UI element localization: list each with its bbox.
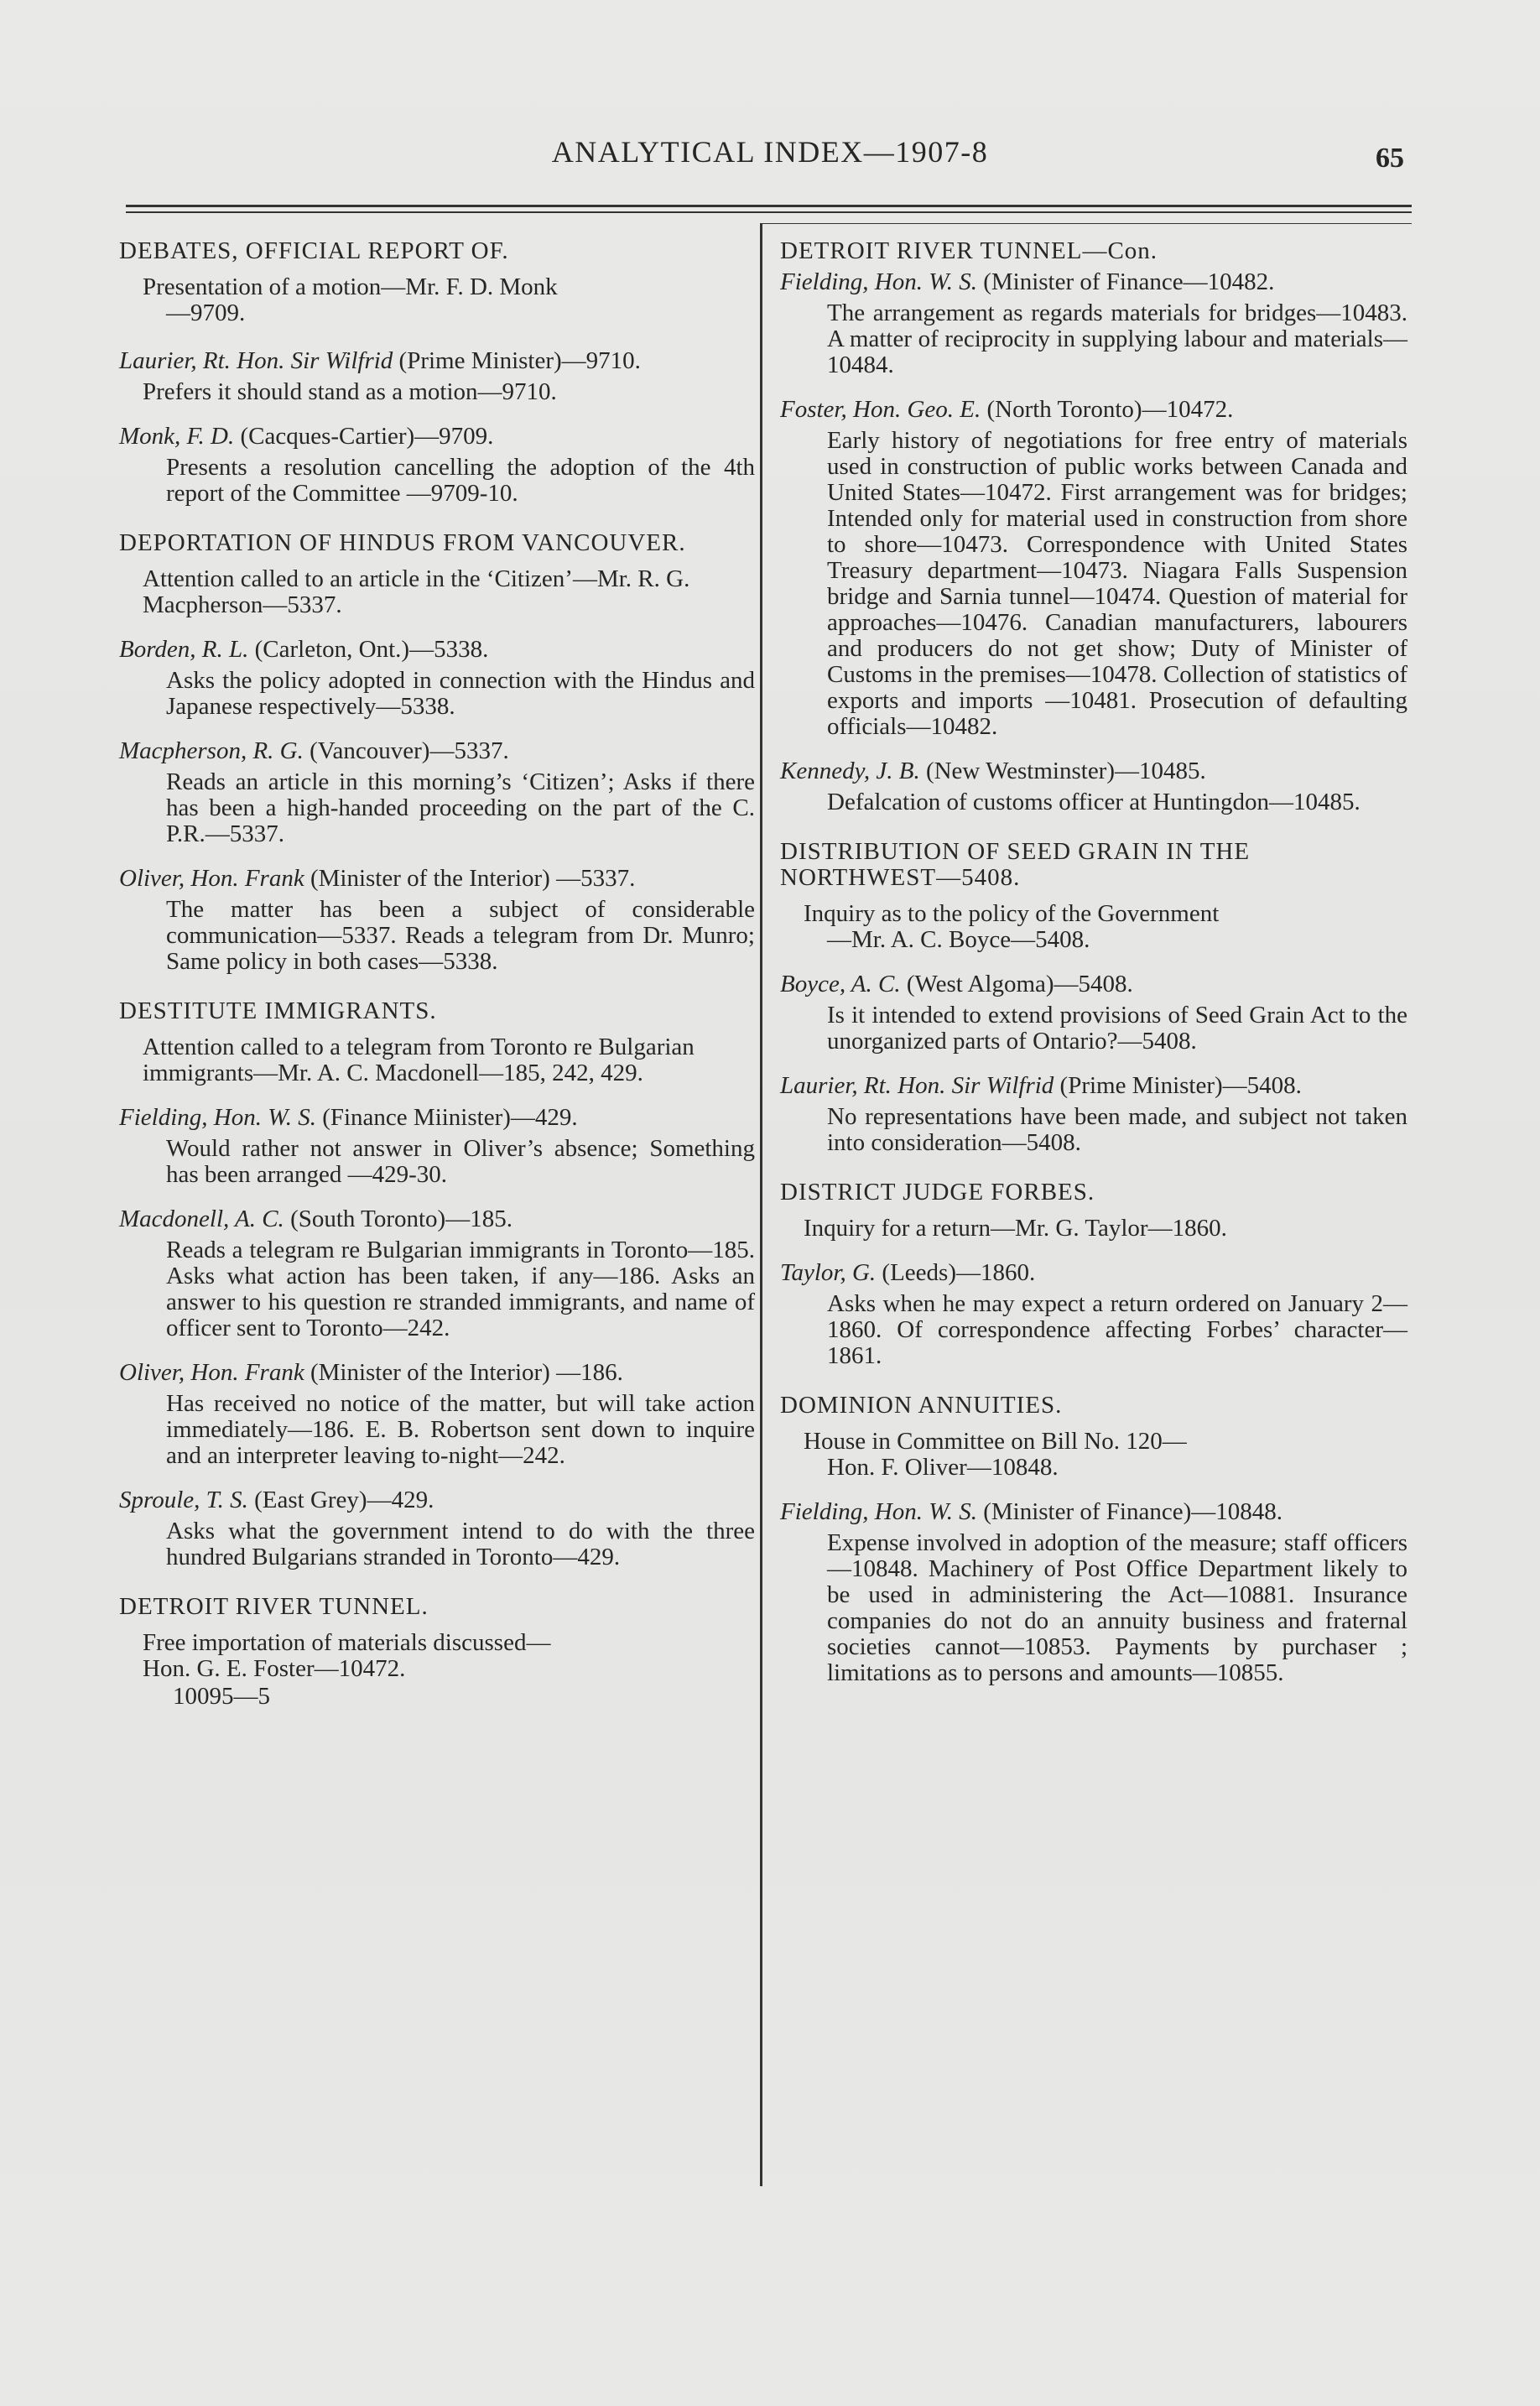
speaker-details: (South Toronto)—185. xyxy=(284,1206,512,1232)
index-summary: Hon. F. Oliver—10848. xyxy=(827,1454,1059,1481)
index-summary: Prefers it should stand as a motion—9710. xyxy=(143,378,557,405)
header-rule xyxy=(762,223,1412,224)
speaker-details: (Prime Minister)—5408. xyxy=(1054,1072,1302,1099)
speaker-details: (Minister of the Interior) —5337. xyxy=(304,865,636,892)
index-heading: DISTRIBUTION OF SEED GRAIN IN THE NORTHWEST—5408. xyxy=(780,838,1251,891)
speaker-details: (New Westminster)—10485. xyxy=(919,758,1206,784)
index-heading: DETROIT RIVER TUNNEL. xyxy=(119,1593,429,1620)
index-entry-description: Reads an article in this morning’s ‘Citizen’; Asks if there has been a high-handed proceeding on the part of the C. P.R.—5337. xyxy=(166,768,755,847)
index-entry-description: Asks when he may expect a return ordered on January 2—1860. Of correspondence affecting Forbes’ character—1861. xyxy=(827,1290,1407,1369)
speaker-name: Monk, F. D. xyxy=(119,423,235,450)
index-entry-description: Asks what the government intend to do with the three hundred Bulgarians stranded in Toronto—429. xyxy=(166,1518,755,1570)
page-number: 65 xyxy=(1376,143,1404,174)
index-summary: House in Committee on Bill No. 120— xyxy=(804,1428,1187,1455)
header-rule xyxy=(126,205,1412,207)
index-entry-description: The arrangement as regards materials for bridges—10483. A matter of reciprocity in supplying labour and materials—10484. xyxy=(827,299,1407,378)
index-heading: DESTITUTE IMMIGRANTS. xyxy=(119,997,437,1024)
speaker-name: Oliver, Hon. Frank xyxy=(119,865,304,892)
speaker-details: (Carleton, Ont.)—5338. xyxy=(248,636,489,663)
index-entry-speaker xyxy=(119,348,755,374)
speaker-name: Foster, Hon. Geo. E. xyxy=(780,396,981,423)
speaker-name: Kennedy, J. B. xyxy=(780,758,920,784)
speaker-details: (Vancouver)—5337. xyxy=(303,737,509,764)
index-summary: Inquiry as to the policy of the Government xyxy=(804,900,1220,927)
index-entry-description: Defalcation of customs officer at Huntingdon—10485. xyxy=(827,789,1361,815)
index-heading: DETROIT RIVER TUNNEL—Con. xyxy=(780,237,1158,264)
index-entry-description: Expense involved in adoption of the measure; staff officers—10848. Machinery of Post Office Department likely to be used in administering the Act—10881. Insurance companies do not do an annuity business and fraternal societies cannot—10853. Payments by purchaser ; limitations as to persons and amounts—10855. xyxy=(827,1529,1407,1686)
index-entry-description: Reads a telegram re Bulgarian immigrants in Toronto—185. Asks what action has been taken, if any—186. Asks an answer to his question re stranded immigrants, and name of officer sent to Toronto—242. xyxy=(166,1237,755,1341)
index-summary: —Mr. A. C. Boyce—5408. xyxy=(827,926,1090,953)
column-divider xyxy=(760,223,762,2186)
index-entry-description: The matter has been a subject of considerable communication—5337. Reads a telegram from Dr. Munro; Same policy in both cases—5338. xyxy=(166,896,755,975)
speaker-details: (Prime Minister)—9710. xyxy=(393,347,641,374)
speaker-name: Borden, R. L. xyxy=(119,636,249,663)
index-summary: Hon. G. E. Foster—10472. xyxy=(143,1655,406,1682)
speaker-name: Fielding, Hon. W. S. xyxy=(119,1104,316,1131)
index-entry-description: Asks the policy adopted in connection with the Hindus and Japanese respectively—5338. xyxy=(166,667,755,720)
speaker-details: (East Grey)—429. xyxy=(247,1487,434,1513)
speaker-details: (Leeds)—1860. xyxy=(876,1259,1036,1286)
index-entry-description: Presents a resolution cancelling the adoption of the 4th report of the Committee —9709-10. xyxy=(166,454,755,507)
speaker-name: Taylor, G. xyxy=(780,1259,877,1286)
speaker-name: Fielding, Hon. W. S. xyxy=(780,1498,977,1525)
speaker-details: (West Algoma)—5408. xyxy=(900,971,1133,997)
index-entry-speaker xyxy=(780,269,1407,295)
speaker-name: Sproule, T. S. xyxy=(119,1487,248,1513)
header-rule xyxy=(126,211,1412,213)
index-entry-speaker xyxy=(119,866,755,892)
speaker-details: (North Toronto)—10472. xyxy=(981,396,1234,423)
index-entry-speaker xyxy=(780,1499,1407,1525)
speaker-details: (Minister of Finance)—10848. xyxy=(976,1498,1282,1525)
index-entry-speaker xyxy=(119,738,755,764)
index-entry-speaker xyxy=(780,397,1407,423)
index-summary: Free importation of materials discussed— xyxy=(143,1629,551,1656)
index-entry-description: Is it intended to extend provisions of Seed Grain Act to the unorganized parts of Ontario?—5408. xyxy=(827,1002,1407,1055)
speaker-name: Laurier, Rt. Hon. Sir Wilfrid xyxy=(780,1072,1054,1099)
left-column xyxy=(119,238,755,1710)
speaker-name: Laurier, Rt. Hon. Sir Wilfrid xyxy=(119,347,393,374)
right-column xyxy=(780,238,1407,1686)
speaker-details: (Finance Miinister)—429. xyxy=(315,1104,578,1131)
index-heading: DEBATES, OFFICIAL REPORT OF. xyxy=(119,237,509,264)
index-summary: —9709. xyxy=(166,299,246,326)
signature-mark: 10095—5 xyxy=(173,1683,270,1710)
index-entry-speaker xyxy=(119,424,755,450)
index-entry-speaker xyxy=(780,758,1407,784)
index-entry-speaker xyxy=(780,1260,1407,1286)
index-entry-description: No representations have been made, and subject not taken into consideration—5408. xyxy=(827,1103,1407,1156)
speaker-name: Oliver, Hon. Frank xyxy=(119,1359,304,1386)
index-entry-speaker xyxy=(119,637,755,663)
index-entry-description: Early history of negotiations for free entry of materials used in construction of public works between Canada and United States—10472. First arrangement was for bridges; Intended only for material used in construction from shore to shore—10473. Correspondence with United States Treasury department—10473. Niagara Falls Suspension bridge and Sarnia tunnel—10474. Question of material for approaches—10476. Canadian manufacturers, labourers and producers do not get show; Duty of Minister of Customs in the premises—10478. Collection of statistics of exports and imports —10481. Prosecution of defaulting officials—10482. xyxy=(827,427,1407,740)
index-entry-speaker xyxy=(119,1105,755,1131)
index-entry-description: Has received no notice of the matter, but will take action immediately—186. E. B. Robertson sent down to inquire and an interpreter leaving to-night—242. xyxy=(166,1390,755,1469)
speaker-details: (Minister of Finance—10482. xyxy=(976,268,1275,295)
speaker-name: Macdonell, A. C. xyxy=(119,1206,284,1232)
index-entry-speaker xyxy=(780,971,1407,997)
index-entry-description: Would rather not answer in Oliver’s absence; Something has been arranged —429-30. xyxy=(166,1135,755,1188)
index-summary: Inquiry for a return—Mr. G. Taylor—1860. xyxy=(804,1215,1227,1242)
index-summary: Presentation of a motion—Mr. F. D. Monk xyxy=(143,273,558,300)
speaker-details: (Cacques-Cartier)—9709. xyxy=(234,423,494,450)
index-heading: DOMINION ANNUITIES. xyxy=(780,1392,1063,1419)
speaker-name: Macpherson, R. G. xyxy=(119,737,304,764)
index-heading: DISTRICT JUDGE FORBES. xyxy=(780,1179,1095,1206)
index-entry-speaker xyxy=(119,1487,755,1513)
speaker-name: Boyce, A. C. xyxy=(780,971,901,997)
running-head: ANALYTICAL INDEX—1907-8 xyxy=(551,135,989,169)
index-summary: Attention called to a telegram from Toronto re Bulgarian immigrants—Mr. A. C. Macdonell—185, 242, 429. xyxy=(143,1034,695,1086)
index-heading: DEPORTATION OF HINDUS FROM VANCOUVER. xyxy=(119,529,686,556)
index-entry-speaker xyxy=(780,1073,1407,1099)
index-entry-speaker xyxy=(119,1360,755,1386)
speaker-details: (Minister of the Interior) —186. xyxy=(304,1359,623,1386)
speaker-name: Fielding, Hon. W. S. xyxy=(780,268,977,295)
index-summary: Attention called to an article in the ‘Citizen’—Mr. R. G. Macpherson—5337. xyxy=(143,565,690,618)
index-entry-speaker xyxy=(119,1206,755,1232)
